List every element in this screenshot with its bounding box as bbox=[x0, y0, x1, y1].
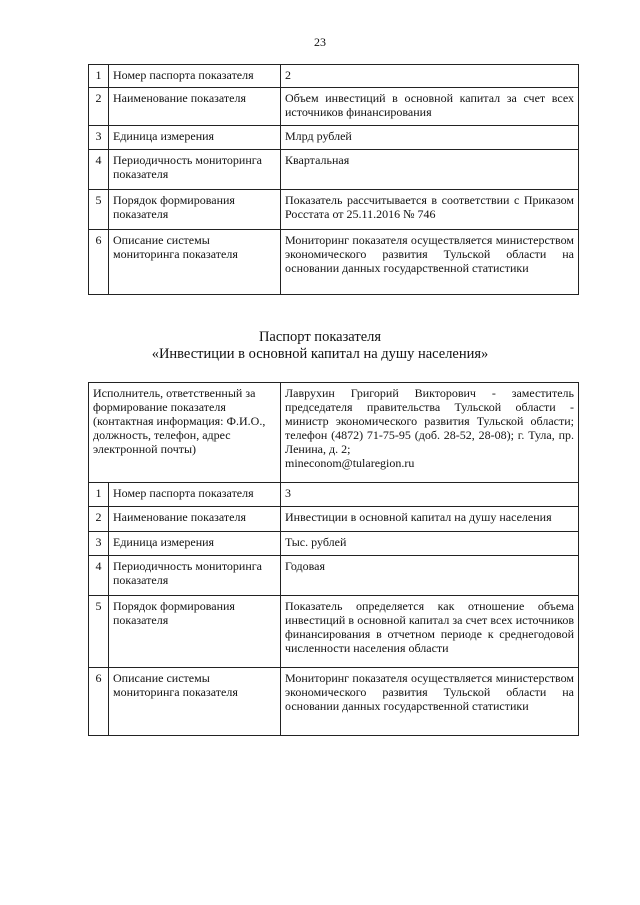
row-number: 4 bbox=[89, 150, 109, 190]
row-value: 2 bbox=[281, 65, 579, 88]
row-number: 4 bbox=[89, 556, 109, 596]
row-number: 6 bbox=[89, 230, 109, 295]
row-number: 2 bbox=[89, 88, 109, 126]
row-label: Порядок формирования показателя bbox=[109, 596, 281, 668]
row-label: Номер паспорта показателя bbox=[109, 483, 281, 507]
executor-contact: Лаврухин Григорий Викторович - заместитель председателя правительства Тульской области - министр экономического развития Тульской области; телефон (4872) 71-75-95 (доб. 28-52, 28-08); г. Тула, пр. Ленина, д. 2; bbox=[285, 386, 575, 456]
row-label: Описание системы мониторинга показателя bbox=[109, 230, 281, 295]
row-value: Годовая bbox=[281, 556, 579, 596]
page-number: 23 bbox=[314, 35, 326, 49]
executor-email: mineconom@tularegion.ru bbox=[285, 456, 415, 470]
row-label: Порядок формирования показателя bbox=[109, 190, 281, 230]
table-row bbox=[89, 596, 579, 668]
table-row bbox=[89, 65, 579, 88]
table-row bbox=[89, 507, 579, 532]
row-number: 1 bbox=[89, 65, 109, 88]
table-row bbox=[89, 150, 579, 190]
table-row bbox=[89, 532, 579, 556]
row-label: Единица измерения bbox=[109, 126, 281, 150]
row-value: Млрд рублей bbox=[281, 126, 579, 150]
row-number: 1 bbox=[89, 483, 109, 507]
section-title bbox=[0, 329, 640, 363]
section-title-line-2: «Инвестиции в основной капитал на душу населения» bbox=[151, 346, 489, 362]
row-label: Наименование показателя bbox=[109, 88, 281, 126]
row-value: Квартальная bbox=[281, 150, 579, 190]
executor-label: Исполнитель, ответственный за формирование показателя (контактная информация: Ф.И.О., должность, телефон, адрес электронной почты) bbox=[89, 383, 281, 483]
row-value: Объем инвестиций в основной капитал за счет всех источников финансирования bbox=[281, 88, 579, 126]
row-value: Инвестиции в основной капитал на душу населения bbox=[281, 507, 579, 532]
row-number: 2 bbox=[89, 507, 109, 532]
table-row bbox=[89, 668, 579, 736]
row-label: Единица измерения bbox=[109, 532, 281, 556]
row-number: 3 bbox=[89, 532, 109, 556]
row-value: 3 bbox=[281, 483, 579, 507]
indicator-passport-table-2 bbox=[88, 382, 579, 736]
row-label: Описание системы мониторинга показателя bbox=[109, 668, 281, 736]
table-row bbox=[89, 190, 579, 230]
row-number: 5 bbox=[89, 596, 109, 668]
executor-value bbox=[281, 383, 579, 483]
row-number: 6 bbox=[89, 668, 109, 736]
row-label: Периодичность мониторинга показателя bbox=[109, 556, 281, 596]
row-value: Мониторинг показателя осуществляется министерством экономического развития Тульской области на основании данных государственной статистики bbox=[281, 230, 579, 295]
row-label: Номер паспорта показателя bbox=[109, 65, 281, 88]
indicator-passport-table-1 bbox=[88, 64, 579, 295]
row-value: Тыс. рублей bbox=[281, 532, 579, 556]
row-number: 5 bbox=[89, 190, 109, 230]
executor-row bbox=[89, 383, 579, 483]
row-number: 3 bbox=[89, 126, 109, 150]
row-label: Наименование показателя bbox=[109, 507, 281, 532]
table-row bbox=[89, 483, 579, 507]
row-label: Периодичность мониторинга показателя bbox=[109, 150, 281, 190]
row-value: Мониторинг показателя осуществляется министерством экономического развития Тульской области на основании данных государственной статистики bbox=[281, 668, 579, 736]
table-row bbox=[89, 88, 579, 126]
row-value: Показатель определяется как отношение объема инвестиций в основной капитал за счет всех источников финансирования в отчетном периоде к среднегодовой численности населения области bbox=[281, 596, 579, 668]
table-row bbox=[89, 126, 579, 150]
table-row bbox=[89, 556, 579, 596]
row-value: Показатель рассчитывается в соответствии с Приказом Росстата от 25.11.2016 № 746 bbox=[281, 190, 579, 230]
section-title-line-1: Паспорт показателя bbox=[258, 329, 382, 345]
table-row bbox=[89, 230, 579, 295]
